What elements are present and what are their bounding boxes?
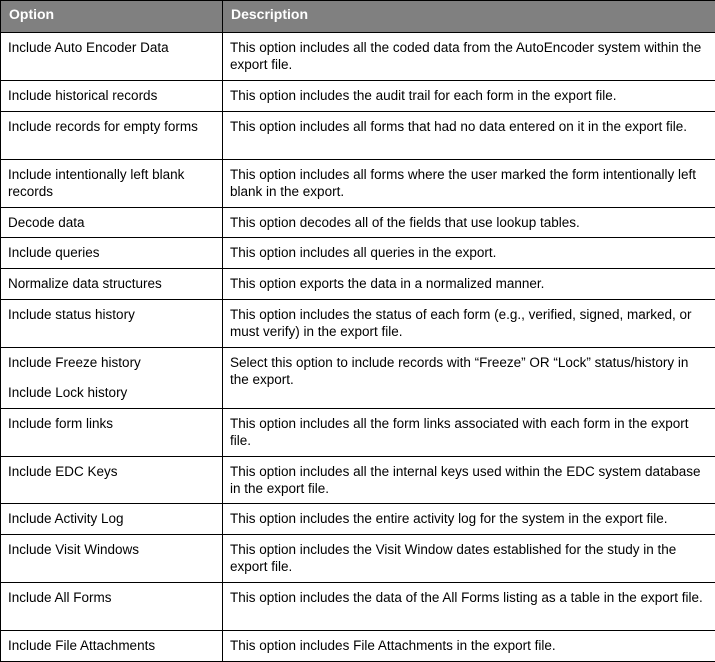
description-cell: This option includes the entire activity log for the system in the export file. xyxy=(223,504,715,535)
description-cell: This option includes all the form links associated with each form in the export file. xyxy=(223,409,715,457)
option-cell xyxy=(1,112,223,160)
table-row xyxy=(1,238,715,269)
description-cell: This option includes all the internal keys used within the EDC system database in the export file. xyxy=(223,457,715,504)
option-cell xyxy=(1,457,223,504)
table-row xyxy=(1,348,715,409)
table-row xyxy=(1,33,715,81)
option-label: Include File Attachments xyxy=(8,638,156,653)
table-row xyxy=(1,81,715,112)
description-cell: This option includes all forms where the user marked the form intentionally left blank in the export. xyxy=(223,160,715,208)
option-cell xyxy=(1,583,223,631)
option-label: Include Activity Log xyxy=(8,511,124,526)
option-cell xyxy=(1,504,223,535)
option-label: Decode data xyxy=(8,215,85,230)
option-label: Include EDC Keys xyxy=(8,464,118,479)
description-cell: This option includes the data of the All Forms listing as a table in the export file. xyxy=(223,583,715,631)
table-row xyxy=(1,269,715,300)
option-cell xyxy=(1,269,223,300)
option-cell xyxy=(1,631,223,662)
option-label: Include form links xyxy=(8,416,114,431)
option-label: Include status history xyxy=(8,307,135,322)
option-label: Include Auto Encoder Data xyxy=(8,40,169,55)
description-cell: This option includes all the coded data from the AutoEncoder system within the export file. xyxy=(223,33,715,81)
description-cell: This option includes the status of each form (e.g., verified, signed, marked, or must verify) in the export file. xyxy=(223,300,715,348)
description-cell: This option exports the data in a normalized manner. xyxy=(223,269,715,300)
description-cell: This option decodes all of the fields that use lookup tables. xyxy=(223,208,715,238)
description-column-header: Description xyxy=(223,1,715,33)
table-row xyxy=(1,409,715,457)
option-cell xyxy=(1,535,223,583)
table-row xyxy=(1,160,715,208)
option-label: Include historical records xyxy=(8,88,158,103)
option-cell xyxy=(1,238,223,269)
table-body xyxy=(1,33,715,662)
option-label: Include Visit Windows xyxy=(8,542,140,557)
header-row xyxy=(1,1,715,33)
option-label: Include records for empty forms xyxy=(8,119,198,134)
option-label: Include Freeze history xyxy=(8,355,141,370)
option-cell xyxy=(1,208,223,238)
table-row xyxy=(1,583,715,631)
option-column-header: Option xyxy=(1,1,223,33)
table-row xyxy=(1,631,715,662)
option-cell xyxy=(1,81,223,112)
description-cell: This option includes File Attachments in the export file. xyxy=(223,631,715,662)
table-row xyxy=(1,300,715,348)
option-label: Include queries xyxy=(8,245,100,260)
description-cell: This option includes all forms that had no data entered on it in the export file. xyxy=(223,112,715,160)
description-cell: This option includes all queries in the export. xyxy=(223,238,715,269)
option-cell xyxy=(1,409,223,457)
table-row xyxy=(1,504,715,535)
option-label: Include intentionally left blank records xyxy=(8,167,185,199)
table-row xyxy=(1,535,715,583)
option-cell xyxy=(1,348,223,409)
description-cell: This option includes the Visit Window dates established for the study in the export file. xyxy=(223,535,715,583)
table-row xyxy=(1,208,715,238)
table-row xyxy=(1,457,715,504)
option-cell xyxy=(1,300,223,348)
option-cell xyxy=(1,160,223,208)
option-cell xyxy=(1,33,223,81)
option-label: Include Lock history xyxy=(8,385,128,400)
description-cell: Select this option to include records with “Freeze” OR “Lock” status/history in the export. xyxy=(223,348,715,409)
table-row xyxy=(1,112,715,160)
description-cell: This option includes the audit trail for each form in the export file. xyxy=(223,81,715,112)
option-label: Normalize data structures xyxy=(8,276,162,291)
option-label: Include All Forms xyxy=(8,590,112,605)
